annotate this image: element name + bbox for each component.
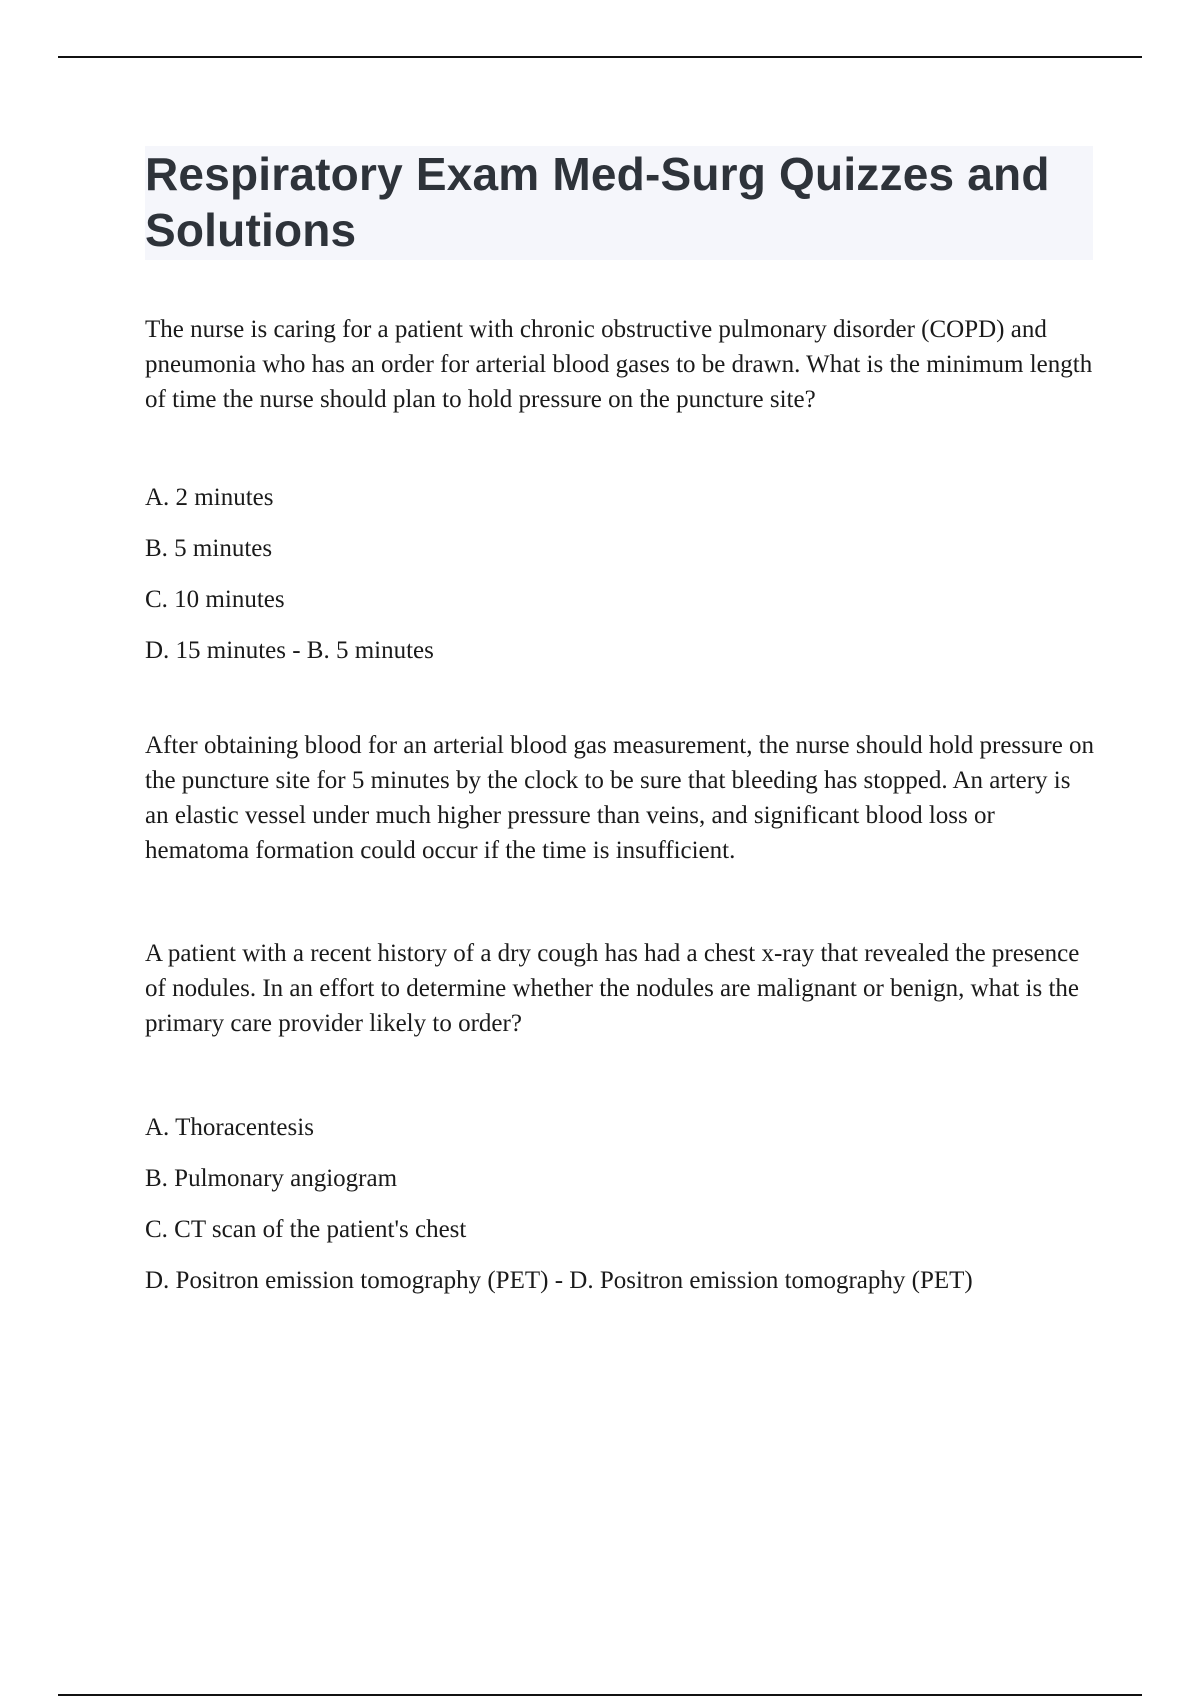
question-1-prompt: The nurse is caring for a patient with chronic obstructive pulmonary disorder (COPD) and pneumonia who has an order for arterial blood gases to be drawn. What is the minimum length of time the nurse should plan to hold pressure on the puncture site? <box>145 316 1093 413</box>
question-2-option-d: D. Positron emission tomography (PET) - D. Positron emission tomography (PET) <box>145 1267 973 1294</box>
question-2-option-c: C. CT scan of the patient's chest <box>145 1216 467 1243</box>
question-1-options <box>145 480 1095 668</box>
question-1-option-b: B. 5 minutes <box>145 535 273 562</box>
title-banner <box>145 146 1093 260</box>
document-page <box>145 146 1095 1314</box>
question-2-option-a: A. Thoracentesis <box>145 1114 314 1141</box>
question-2-option-b: B. Pulmonary angiogram <box>145 1165 398 1192</box>
document-title: Respiratory Exam Med-Surg Quizzes and Solutions <box>145 148 1050 256</box>
question-1-explanation: After obtaining blood for an arterial blood gas measurement, the nurse should hold pressure on the puncture site for 5 minutes by the clock to be sure that bleeding has stopped. An artery is an elastic vessel under much higher pressure than veins, and significant blood loss or hematoma formation could occur if the time is insufficient. <box>145 732 1095 864</box>
question-1-option-d: D. 15 minutes - B. 5 minutes <box>145 637 434 664</box>
bottom-rule <box>58 1694 1142 1696</box>
question-2-options <box>145 1110 1095 1298</box>
top-rule <box>58 56 1142 58</box>
question-1-option-a: A. 2 minutes <box>145 484 274 511</box>
question-1-option-c: C. 10 minutes <box>145 586 285 613</box>
question-2-prompt: A patient with a recent history of a dry cough has had a chest x-ray that revealed the presence of nodules. In an effort to determine whether the nodules are malignant or benign, what is the primary care provider likely to order? <box>145 940 1080 1037</box>
